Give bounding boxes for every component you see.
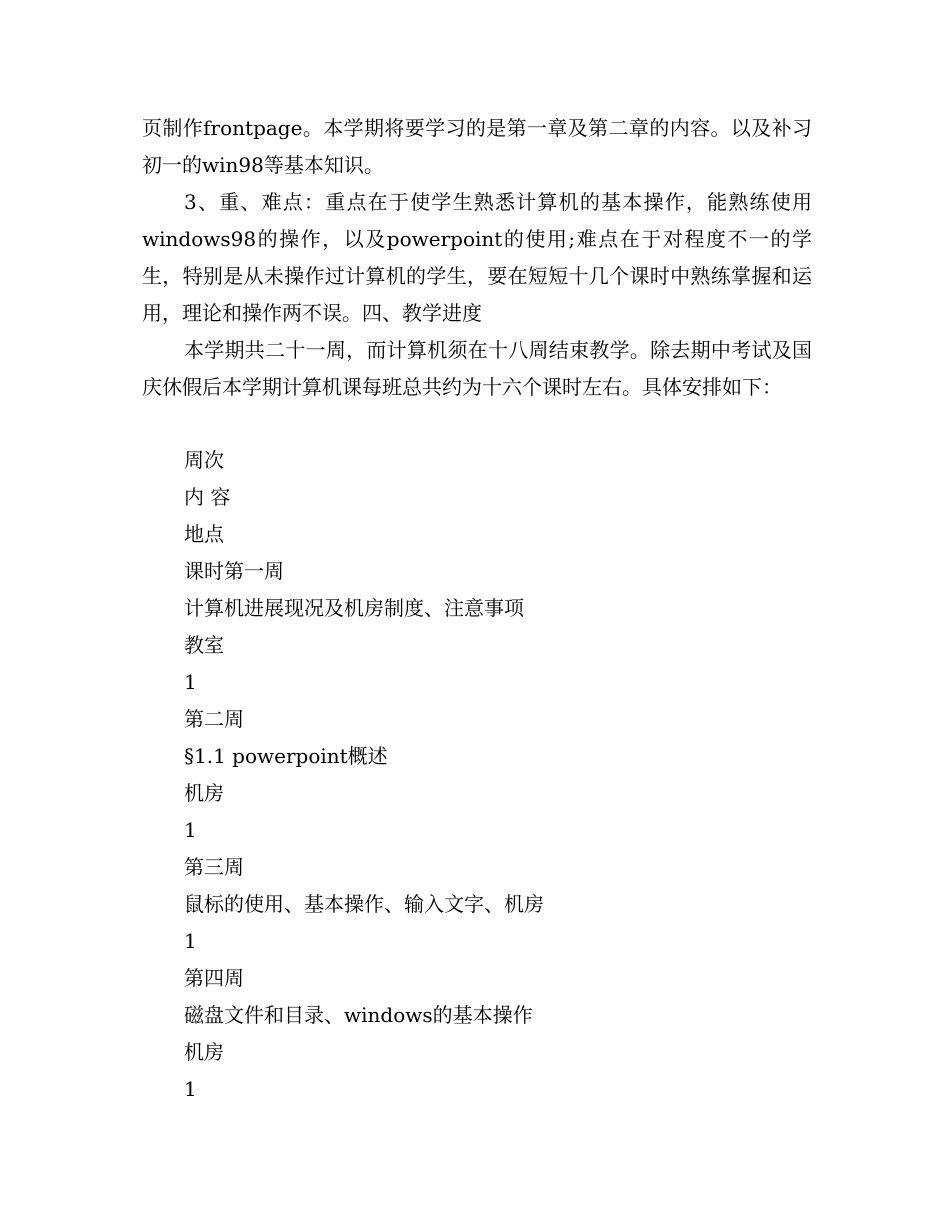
schedule-item: 1 bbox=[184, 670, 197, 694]
schedule-item: 第三周 bbox=[184, 855, 244, 879]
schedule-header-content: 内 容 bbox=[184, 485, 231, 509]
schedule-item: 1 bbox=[184, 929, 197, 953]
schedule-item: 教室 bbox=[184, 633, 224, 657]
schedule-item: 机房 bbox=[184, 1040, 224, 1064]
schedule-header-hours: 课时第一周 bbox=[184, 559, 284, 583]
paragraph-schedule-intro: 本学期共二十一周，而计算机须在十八周结束教学。除去期中考试及国庆休假后本学期计算机课每班总共约为十六个课时左右。具体安排如下： bbox=[142, 338, 812, 399]
schedule-header-week: 周次 bbox=[184, 448, 224, 472]
paragraph-key-points: 3、重、难点：重点在于使学生熟悉计算机的基本操作，能熟练使用windows98的操作，以及powerpoint的使用;难点在于对程度不一的学生，特别是从未操作过计算机的学生，要在短短十几个课时中熟练掌握和运用，理论和操作两不误。四、教学进度 bbox=[142, 190, 812, 325]
schedule-item: 鼠标的使用、基本操作、输入文字、机房 bbox=[184, 892, 544, 916]
schedule-item: 计算机进展现况及机房制度、注意事项 bbox=[184, 596, 524, 620]
schedule-item: 第二周 bbox=[184, 707, 244, 731]
schedule-list bbox=[184, 442, 804, 1108]
paragraph-course-content: 页制作frontpage。本学期将要学习的是第一章及第二章的内容。以及补习初一的win98等基本知识。 bbox=[142, 116, 812, 177]
schedule-item: 第四周 bbox=[184, 966, 244, 990]
schedule-item: §1.1 powerpoint概述 bbox=[184, 744, 388, 768]
schedule-item: 1 bbox=[184, 818, 197, 842]
schedule-item: 磁盘文件和目录、windows的基本操作 bbox=[184, 1003, 533, 1027]
schedule-header-location: 地点 bbox=[184, 522, 224, 546]
schedule-item: 机房 bbox=[184, 781, 224, 805]
schedule-item: 1 bbox=[184, 1077, 197, 1101]
